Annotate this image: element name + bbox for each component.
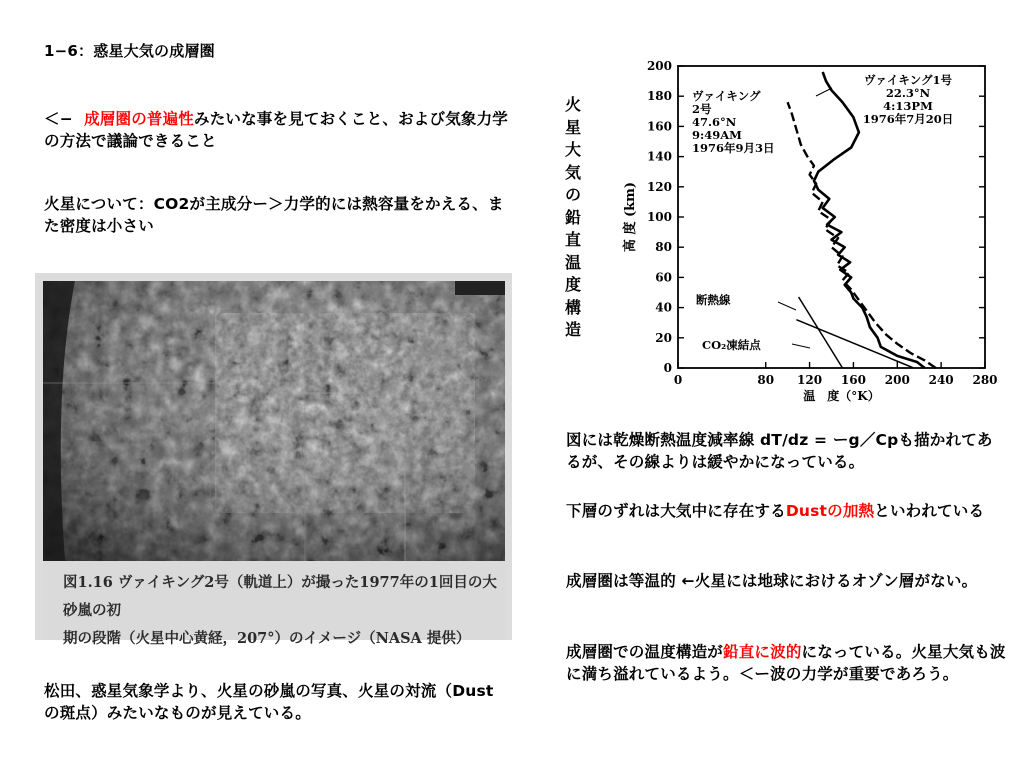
waves-text-post: になっている。火星大気も波に満ち溢れているよう。＜ー波の力学が重要であろう。 [566,643,1006,683]
vertical-title-char: の [564,185,581,204]
vertical-title-char: 鉛 [564,207,581,227]
vertical-title-char: 度 [564,275,581,294]
chart-vertical-title [560,94,586,342]
waves-highlight: 鉛直に波的 [723,643,802,661]
annotation-adiabat: 断熱線 [696,293,731,307]
y-tick-label: 20 [655,330,672,345]
vertical-title-char: 造 [564,320,581,339]
vertical-title-char: 火 [564,95,581,114]
annotation-adiabat-leader [778,302,796,310]
x-tick-label: 160 [840,373,866,387]
annotation-viking2: 9:49AM [692,128,742,142]
annotation-viking1: ヴァイキング1号 [863,73,953,87]
y-tick-label: 60 [655,270,672,285]
y-tick-label: 180 [646,89,672,104]
y-tick-label: 140 [646,149,672,164]
slide-title: 1−6：惑星大気の成層圏 [44,42,215,60]
y-tick-label: 40 [655,300,672,315]
y-tick-label: 200 [646,59,672,73]
y-tick-label: 80 [655,240,672,255]
x-axis-label: 温 度（°K） [803,389,880,403]
vertical-title-char: 構 [564,297,581,317]
x-tick-label: 0 [673,373,683,387]
y-tick-label: 120 [646,179,672,194]
y-tick-label: 100 [646,210,672,224]
intro-highlight: 成層圏の普遍性 [84,110,194,128]
y-tick-label: 160 [646,119,672,134]
right-paragraph-dust [566,500,1006,522]
annotation-viking2: 2号 [692,102,712,116]
vertical-title-char: 温 [564,252,581,272]
annotation-viking1-leader [816,88,832,96]
intro-arrow: ＜− [44,110,85,128]
annotation-viking2: ヴァイキング [692,89,761,103]
annotation-viking2: 1976年9月3日 [692,141,775,155]
annotation-viking2: 47.6°N [692,115,737,129]
x-tick-label: 80 [757,373,775,387]
dust-text-post: といわれている [874,502,985,520]
annotation-co2-leader [792,344,810,348]
photo-caption-line1: 図1.16 ヴァイキング2号（軌道上）が撮った1977年の1回目の大砂嵐の初 [63,574,497,619]
mars-note: 火星について：CO2が主成分ー＞力学的には熱容量をかえる、また密度は小さい [44,195,504,235]
y-tick-label: 0 [663,361,672,375]
x-tick-label: 120 [797,373,823,387]
x-tick-label: 280 [972,373,998,387]
x-tick-label: 200 [884,373,910,387]
annotation-viking1: 4:13PM [883,99,933,113]
y-axis-label: 高 度 (km) [623,181,638,253]
vertical-title-char: 星 [564,117,581,137]
x-tick-label: 240 [928,373,954,387]
photo-source-note: 松田、惑星気象学より、火星の砂嵐の写真、火星の対流（Dust の斑点）みたいなものが見えている。 [44,682,494,722]
annotation-co2-frost: CO₂凍結点 [702,338,761,352]
vertical-title-char: 大 [564,140,581,159]
intro-rest: みたいな事を見ておくこと、および気象力学の方法で議論できること [44,110,509,150]
dust-text-pre: 下層のずれは大気中に存在する [566,502,786,520]
photo-caption [63,569,503,653]
right-paragraph-waves [566,641,1006,685]
annotation-viking1: 1976年7月20日 [862,112,954,126]
series-断熱線 [799,297,843,368]
vertical-title-char: 直 [564,230,581,249]
right-paragraph-adiabatic: 図には乾燥断熱温度減率線 dT/dz = ーg／Cpも描かれてあるが、その線よりは緩やかになっている。 [566,431,993,471]
photo-caption-line2: 期の段階（火星中心黄経，207°）のイメージ（NASA 提供） [63,630,471,647]
dust-storm-photo [35,273,512,647]
vertical-title-char: 気 [564,162,581,182]
series-ヴァイキング2号 [788,102,936,368]
annotation-viking1: 22.3°N [885,86,931,100]
temperature-profile-chart [600,52,1000,403]
right-paragraph-isothermal: 成層圏は等温的 ←火星には地球におけるオゾン層がない。 [566,572,978,590]
waves-text-pre: 成層圏での温度構造が [566,643,724,661]
dust-highlight: Dustの加熱 [785,502,875,520]
intro-paragraph [44,108,514,152]
